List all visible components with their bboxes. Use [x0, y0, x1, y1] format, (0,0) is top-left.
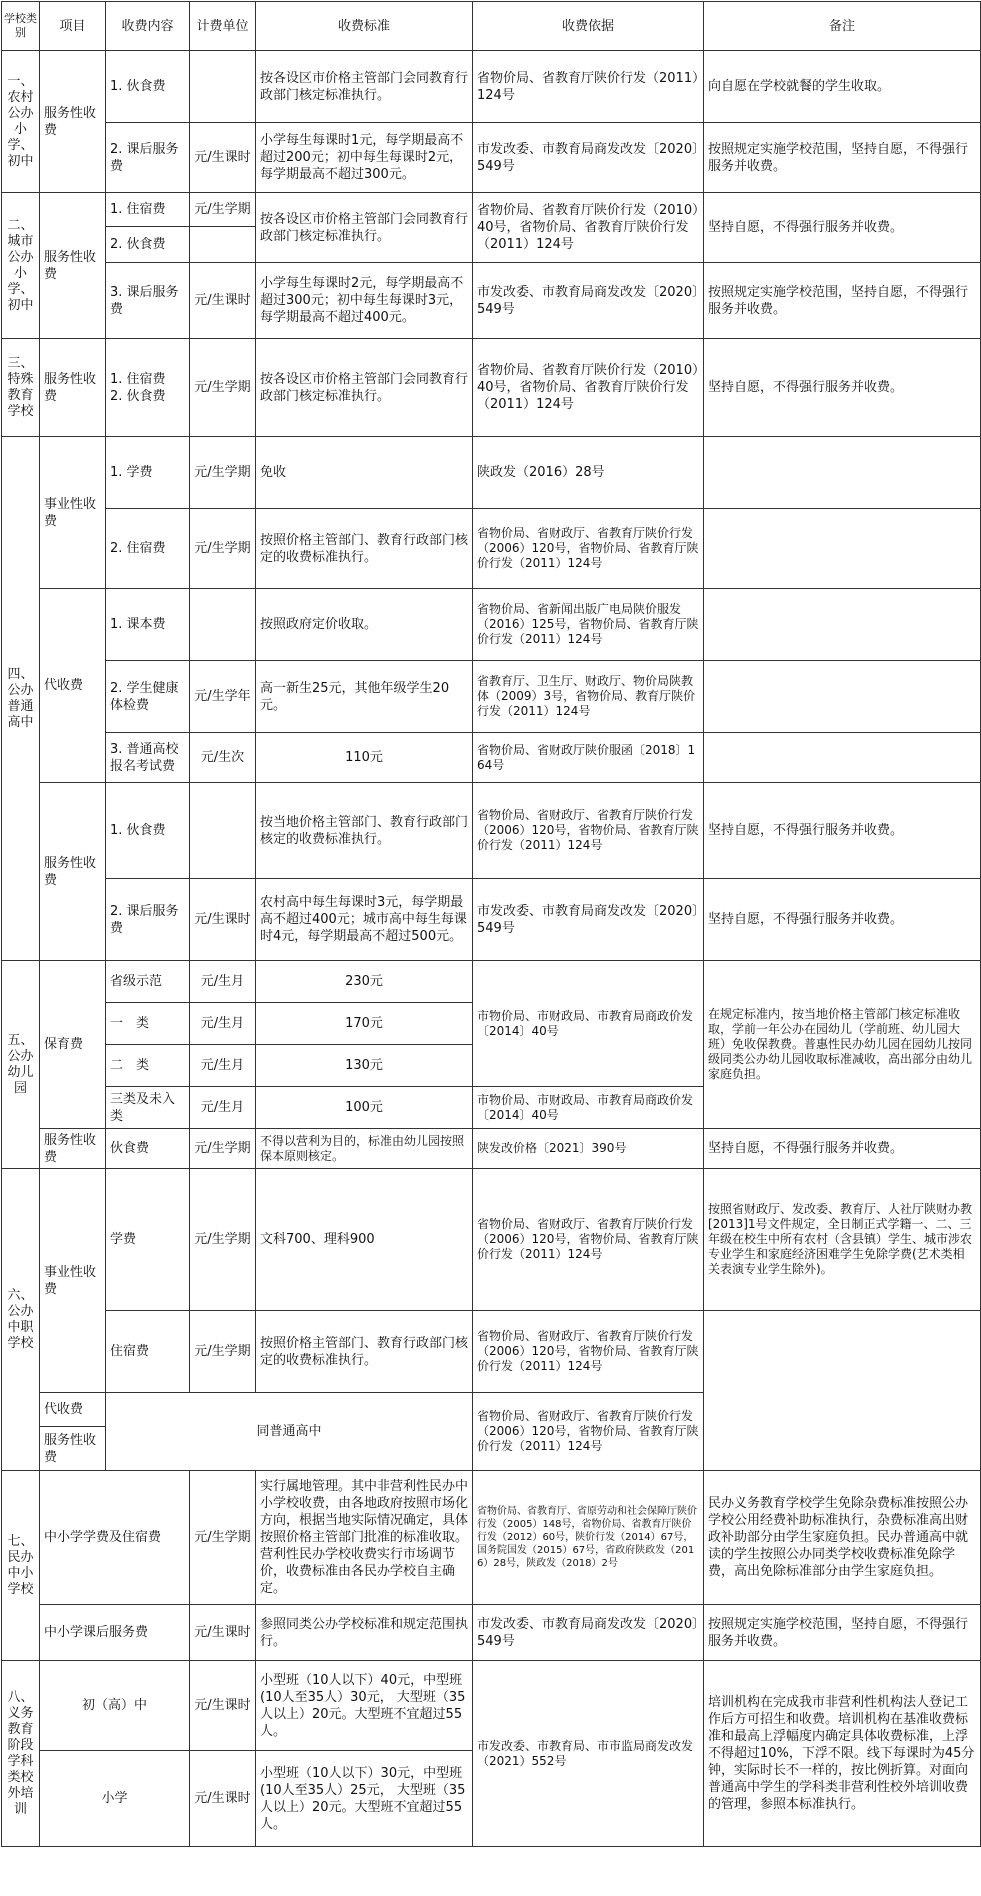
item-cell: 中小学学费及住宿费: [40, 1471, 190, 1605]
header-row: [2, 2, 981, 51]
standard-cell: 小型班（10人以下）40元，中型班(10人至35人）30元， 大型班（35人以上）20元。大型班不宜超过55人。: [256, 1661, 473, 1751]
unit-cell: 元/生学期: [190, 1311, 256, 1393]
fee-table: [1, 1, 981, 1847]
basis-cell: 省物价局、省财政厅、省教育厅陕价行发（2006）120号，省物价局、省教育厅陕价行发（2011）124号: [473, 1169, 704, 1311]
unit-cell: 元/生学期: [190, 193, 256, 227]
unit-cell: 元/生课时: [190, 879, 256, 961]
basis-cell: 陕政发（2016）28号: [473, 437, 704, 509]
unit-cell: [190, 227, 256, 263]
remark-cell: 按照省财政厅、发改委、教育厅、人社厅陕财办教[2013]1号文件规定，全日制正式学籍一、二、三年级在校生中所有农村（含县镇）学生、城市涉农专业学生和家庭经济困难学生免除学费(艺术类相关表演专业学生除外)。: [704, 1169, 981, 1311]
unit-cell: 元/生学期: [190, 1129, 256, 1169]
unit-cell: 元/生学期: [190, 437, 256, 509]
item-cell: 小学: [40, 1751, 190, 1847]
category-public-kindergarten: 五、公办幼儿园: [2, 961, 40, 1169]
table-row: [2, 1129, 981, 1169]
remark-cell: 按照规定实施学校范围，坚持自愿，不得强行服务并收费。: [704, 263, 981, 339]
header-item: 项目: [40, 2, 106, 51]
table-row: [2, 589, 981, 661]
standard-cell: 实行属地管理。其中非营利性民办中小学校收费，由各地政府按照市场化方向，根据当地实际情况确定，具体按照价格主管部门批准的标准收取。营利性民办学校收费实行市场调节价，收费标准由各民办学校自主确定。: [256, 1471, 473, 1605]
standard-cell: 110元: [256, 733, 473, 783]
basis-cell: 省物价局、省财政厅、省教育厅陕价行发（2006）120号，省物价局、省教育厅陕价行发（2011）124号: [473, 509, 704, 589]
remark-cell: 按照规定实施学校范围，坚持自愿，不得强行服务并收费。: [704, 1605, 981, 1661]
content-cell: 二 类: [106, 1045, 190, 1087]
table-row: [2, 733, 981, 783]
content-cell: 1. 住宿费: [106, 193, 190, 227]
category-urban-public: 二、城市公办小学、初中: [2, 193, 40, 339]
unit-cell: 元/生学期: [190, 509, 256, 589]
item-cell: 保育费: [40, 961, 106, 1129]
remark-cell: 培训机构在完成我市非营利性机构法人登记工作后方可招生和收费。培训机构在基准收费标准和最高上浮幅度内确定具体收费标准，上浮不得超过10%，下浮不限。线下每课时为45分钟，实际时长不一样的，按比例折算。对面向普通高中学生的学科类非营利性校外培训收费的管理，参照本标准执行。: [704, 1661, 981, 1847]
content-cell: 2. 课后服务费: [106, 123, 190, 193]
basis-cell: 省教育厅、卫生厅、财政厅、物价局陕教体（2009）3号，省物价局、教育厅陕价行发（2011）124号: [473, 661, 704, 733]
basis-cell: 市物价局、市财政局、市教育局商政价发〔2014〕40号: [473, 1087, 704, 1129]
content-cell: 3. 普通高校报名考试费: [106, 733, 190, 783]
item-cell: 服务性收费: [40, 51, 106, 193]
item-cell: 服务性收费: [40, 1129, 106, 1169]
remark-cell: 坚持自愿，不得强行服务并收费。: [704, 339, 981, 437]
basis-cell: 市发改委、市教育局商发改发〔2020〕549号: [473, 879, 704, 961]
content-cell: 省级示范: [106, 961, 190, 1003]
header-remark: 备注: [704, 2, 981, 51]
standard-cell: 230元: [256, 961, 473, 1003]
basis-cell: 省物价局、省财政厅、省教育厅陕价行发（2006）120号，省物价局、省教育厅陕价行发（2011）124号: [473, 1311, 704, 1393]
standard-cell: 按各设区市价格主管部门会同教育行政部门核定标准执行。: [256, 193, 473, 263]
content-cell: 1. 伙食费: [106, 51, 190, 123]
standard-cell: 按照政府定价收取。: [256, 589, 473, 661]
table-row: [2, 961, 981, 1003]
unit-cell: 元/生课时: [190, 1605, 256, 1661]
table-row: [2, 879, 981, 961]
content-cell: 2. 课后服务费: [106, 879, 190, 961]
content-cell: 1. 伙食费: [106, 783, 190, 879]
unit-cell: [190, 783, 256, 879]
unit-cell: 元/生学期: [190, 1169, 256, 1311]
standard-cell: 参照同类公办学校标准和规定范围执行。: [256, 1605, 473, 1661]
remark-cell: [704, 437, 981, 509]
standard-cell: 高一新生25元，其他年级学生20元。: [256, 661, 473, 733]
content-cell: 2. 伙食费: [106, 227, 190, 263]
category-public-vocational: 六、公办中职学校: [2, 1169, 40, 1471]
content-cell: 3. 课后服务费: [106, 263, 190, 339]
header-standard: 收费标准: [256, 2, 473, 51]
basis-cell: 省物价局、省财政厅、省教育厅陕价行发（2006）120号，省物价局、省教育厅陕价行发（2011）124号: [473, 1393, 704, 1471]
content-line: 1. 住宿费: [110, 371, 166, 387]
standard-cell: 免收: [256, 437, 473, 509]
unit-cell: 元/生月: [190, 1087, 256, 1129]
category-rural-public: 一、农村公办小学、初中: [2, 51, 40, 193]
unit-cell: 元/生课时: [190, 1751, 256, 1847]
remark-cell: 向自愿在学校就餐的学生收取。: [704, 51, 981, 123]
standard-cell: 按各设区市价格主管部门会同教育行政部门核定标准执行。: [256, 51, 473, 123]
basis-cell: 市物价局、市财政局、市教育局商政价发〔2014〕40号: [473, 961, 704, 1087]
standard-cell: 小学每生每课时1元，每学期最高不超过200元；初中每生每课时2元，每学期最高不超过300元。: [256, 123, 473, 193]
content-cell: 伙食费: [106, 1129, 190, 1169]
standard-cell: 农村高中每生每课时3元，每学期最高不超过400元；城市高中每生每课时4元，每学期最高不超过500元。: [256, 879, 473, 961]
item-cell: 服务性收费: [40, 783, 106, 961]
category-private-schools: 七、民办中小学校: [2, 1471, 40, 1661]
unit-cell: 元/生课时: [190, 123, 256, 193]
item-cell: 代收费: [40, 1393, 106, 1427]
item-cell: 服务性收费: [40, 193, 106, 339]
content-cell: 2. 住宿费: [106, 509, 190, 589]
content-cell: 一 类: [106, 1003, 190, 1045]
content-cell: 住宿费: [106, 1311, 190, 1393]
table-row: [2, 1661, 981, 1751]
content-cell: 1. 学费: [106, 437, 190, 509]
unit-cell: 元/生学期: [190, 339, 256, 437]
header-content: 收费内容: [106, 2, 190, 51]
remark-cell: 按照规定实施学校范围，坚持自愿，不得强行服务并收费。: [704, 123, 981, 193]
table-row: [2, 193, 981, 227]
unit-cell: [190, 589, 256, 661]
unit-cell: 元/生学期: [190, 1471, 256, 1605]
basis-cell: 市发改委、市教育局、市市监局商发改发（2021）552号: [473, 1661, 704, 1847]
header-school-type: 学校类别: [2, 2, 40, 51]
item-cell: 事业性收费: [40, 437, 106, 589]
basis-cell: 省物价局、省教育厅、省原劳动和社会保障厅陕价行发（2005）148号，省物价局、省教育厅陕价行发（2012）60号，陕价行发（2014）67号，国务院国发（2015）67号，省政府陕政发（2016）28号，陕政发（2018）2号: [473, 1471, 704, 1605]
content-cell: 1. 课本费: [106, 589, 190, 661]
basis-cell: 市发改委、市教育局商发改发〔2020〕549号: [473, 263, 704, 339]
standard-cell: 文科700、理科900: [256, 1169, 473, 1311]
basis-cell: 市发改委、市教育局商发改发〔2020〕549号: [473, 1605, 704, 1661]
table-row: [2, 1605, 981, 1661]
table-row: [2, 509, 981, 589]
table-row: [2, 437, 981, 509]
remark-cell: [704, 1311, 981, 1471]
standard-cell: 小学每生每课时2元，每学期最高不超过300元；初中每生每课时3元，每学期最高不超过400元。: [256, 263, 473, 339]
remark-cell: 坚持自愿，不得强行服务并收费。: [704, 1129, 981, 1169]
content-cell: [106, 339, 190, 437]
remark-cell: 民办义务教育学校学生免除杂费标准按照公办学校公用经费补助标准执行，杂费标准高出财政补助部分由学生家庭负担。民办普通高中就读的学生按照公办同类学校收费标准免除学费，高出免除标准部分由学生家庭负担。: [704, 1471, 981, 1605]
item-cell: 服务性收费: [40, 1427, 106, 1471]
header-basis: 收费依据: [473, 2, 704, 51]
category-off-campus-training: 八、义务教育阶段学科类校外培训: [2, 1661, 40, 1847]
table-row: [2, 1169, 981, 1311]
unit-cell: 元/生次: [190, 733, 256, 783]
remark-cell: 坚持自愿，不得强行服务并收费。: [704, 783, 981, 879]
item-cell: 代收费: [40, 589, 106, 783]
standard-cell: 小型班（10人以下）30元，中型班(10人至35人）25元， 大型班（35人以上）20元。大型班不宜超过55人。: [256, 1751, 473, 1847]
basis-cell: 省物价局、省财政厅、省教育厅陕价行发（2006）120号，省物价局、省教育厅陕价行发（2011）124号: [473, 783, 704, 879]
remark-cell: 坚持自愿，不得强行服务并收费。: [704, 193, 981, 263]
item-cell: 初（高）中: [40, 1661, 190, 1751]
standard-cell: 不得以营利为目的，标准由幼儿园按照保本原则核定。: [256, 1129, 473, 1169]
unit-cell: 元/生课时: [190, 1661, 256, 1751]
standard-cell: 按各设区市价格主管部门会同教育行政部门核定标准执行。: [256, 339, 473, 437]
standard-cell: 100元: [256, 1087, 473, 1129]
table-row: [2, 123, 981, 193]
basis-cell: 省物价局、省教育厅陕价行发（2011）124号: [473, 51, 704, 123]
standard-cell: 170元: [256, 1003, 473, 1045]
basis-cell: 省物价局、省财政厅陕价服函〔2018〕164号: [473, 733, 704, 783]
standard-cell: 按照价格主管部门、教育行政部门核定的收费标准执行。: [256, 509, 473, 589]
table-row: [2, 783, 981, 879]
item-cell: 事业性收费: [40, 1169, 106, 1393]
table-row: [2, 263, 981, 339]
category-public-high-school: 四、公办普通高中: [2, 437, 40, 961]
remark-cell: [704, 661, 981, 733]
item-cell: 中小学课后服务费: [40, 1605, 190, 1661]
unit-cell: 元/生学年: [190, 661, 256, 733]
content-cell: 2. 学生健康体检费: [106, 661, 190, 733]
unit-cell: 元/生课时: [190, 263, 256, 339]
same-as-high-school: 同普通高中: [106, 1393, 473, 1471]
remark-cell: 在规定标准内，按当地价格主管部门核定标准收取，学前一年公办在园幼儿（学前班、幼儿园大班）免收保教费。普惠性民办幼儿园在园幼儿按同级同类公办幼儿园收取标准减收，高出部分由幼儿家庭负担。: [704, 961, 981, 1129]
basis-cell: 省物价局、省教育厅陕价行发（2010）40号，省物价局、省教育厅陕价行发（2011）124号: [473, 339, 704, 437]
table-row: [2, 1471, 981, 1605]
remark-cell: 坚持自愿，不得强行服务并收费。: [704, 879, 981, 961]
basis-cell: 省物价局、省教育厅陕价行发（2010）40号，省物价局、省教育厅陕价行发（2011）124号: [473, 193, 704, 263]
item-cell: 服务性收费: [40, 339, 106, 437]
standard-cell: 按当地价格主管部门、教育行政部门核定的收费标准执行。: [256, 783, 473, 879]
content-cell: 三类及未入类: [106, 1087, 190, 1129]
basis-cell: 陕发改价格〔2021〕390号: [473, 1129, 704, 1169]
standard-cell: 按照价格主管部门、教育行政部门核定的收费标准执行。: [256, 1311, 473, 1393]
unit-cell: 元/生月: [190, 961, 256, 1003]
table-row: [2, 51, 981, 123]
content-cell: 学费: [106, 1169, 190, 1311]
content-line: 2. 伙食费: [110, 388, 166, 404]
basis-cell: 市发改委、市教育局商发改发〔2020〕549号: [473, 123, 704, 193]
table-row: [2, 1311, 981, 1393]
remark-cell: [704, 733, 981, 783]
remark-cell: [704, 589, 981, 661]
table-row: [2, 661, 981, 733]
header-unit: 计费单位: [190, 2, 256, 51]
unit-cell: [190, 51, 256, 123]
unit-cell: 元/生月: [190, 1045, 256, 1087]
remark-cell: [704, 509, 981, 589]
standard-cell: 130元: [256, 1045, 473, 1087]
category-special-education: 三、特殊教育学校: [2, 339, 40, 437]
basis-cell: 省物价局、省新闻出版广电局陕价服发（2016）125号，省物价局、省教育厅陕价行发（2011）124号: [473, 589, 704, 661]
table-row: [2, 339, 981, 437]
unit-cell: 元/生月: [190, 1003, 256, 1045]
